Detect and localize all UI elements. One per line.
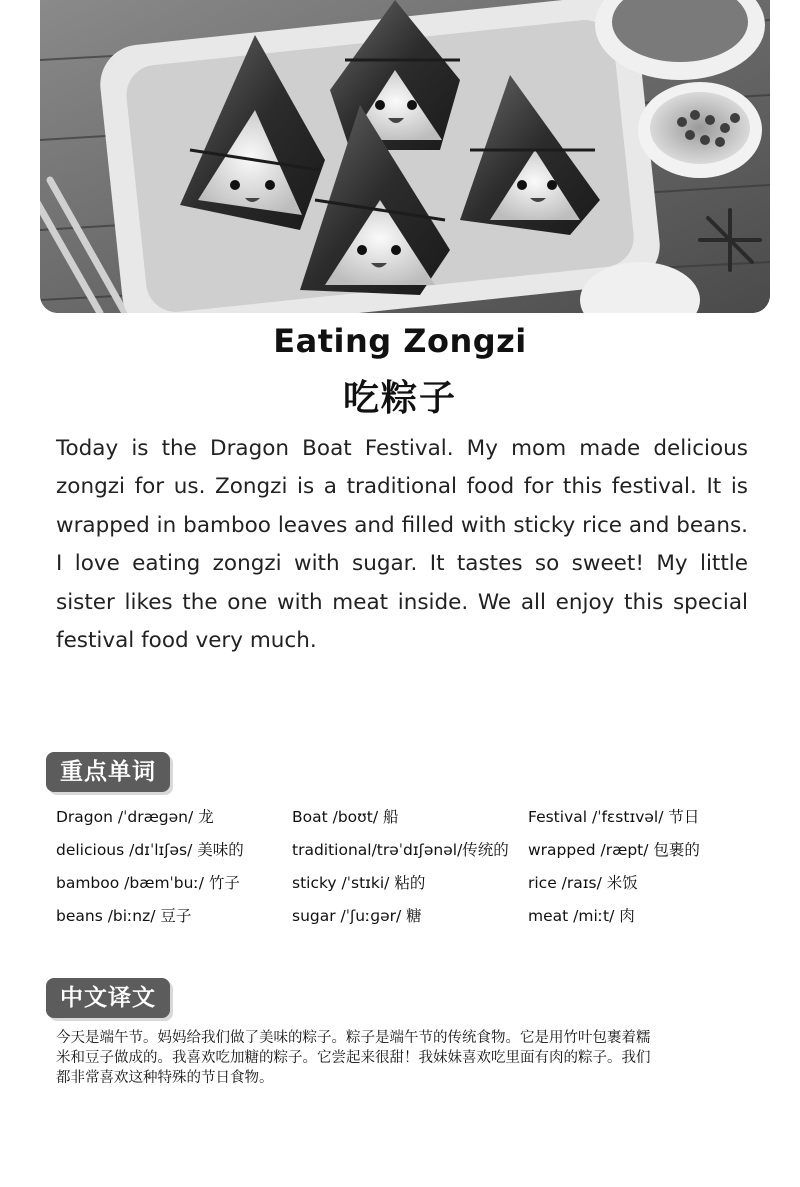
vocab-item-wrapped: wrapped /ræpt/ 包裹的 bbox=[528, 841, 700, 859]
vocab-item-boat: Boat /boʊt/ 船 bbox=[292, 808, 399, 826]
vocab-item-festival: Festival /ˈfɛstɪvəl/ 节日 bbox=[528, 808, 700, 826]
vocab-item-beans: beans /biːnz/ 豆子 bbox=[56, 907, 192, 925]
vocab-item-rice: rice /raɪs/ 米饭 bbox=[528, 874, 638, 892]
vocab-item-sugar: sugar /ˈʃuːɡər/ 糖 bbox=[292, 907, 422, 925]
vocab-item-meat: meat /miːt/ 肉 bbox=[528, 907, 635, 925]
translation-section-label: 中文译文 bbox=[46, 978, 170, 1018]
vocab-item-sticky: sticky /ˈstɪki/ 粘的 bbox=[292, 874, 426, 892]
vocab-item-delicious: delicious /dɪˈlɪʃəs/ 美味的 bbox=[56, 841, 244, 859]
vocabulary-grid bbox=[56, 803, 756, 935]
zongzi-illustration bbox=[40, 0, 770, 313]
vocabulary-section-label: 重点单词 bbox=[46, 752, 170, 792]
reading-passage: Today is the Dragon Boat Festival. My mom made delicious zongzi for us. Zongzi is a traditional food for this festival. It is wrapped in bamboo leaves and filled with sticky rice and beans. I love eating zongzi with sugar. It tastes so sweet! My little sister likes the one with meat inside. We all enjoy this special festival food very much. bbox=[56, 436, 748, 654]
title-english: Eating Zongzi bbox=[273, 322, 527, 360]
zongzi-plate-image bbox=[40, 0, 770, 313]
chinese-translation: 今天是端午节。妈妈给我们做了美味的粽子。粽子是端午节的传统食物。它是用竹叶包裹着糯米和豆子做成的。我喜欢吃加糖的粽子。它尝起来很甜！我妹妹喜欢吃里面有肉的粽子。我们都非常喜欢这种特殊的节日食物。 bbox=[56, 1030, 651, 1086]
vocab-item-traditional: traditional/trəˈdɪʃənəl/传统的 bbox=[292, 841, 509, 859]
vocab-item-bamboo: bamboo /bæmˈbuː/ 竹子 bbox=[56, 874, 240, 892]
vocab-item-dragon: Dragon /ˈdræɡən/ 龙 bbox=[56, 808, 214, 826]
title-chinese: 吃粽子 bbox=[342, 378, 457, 419]
